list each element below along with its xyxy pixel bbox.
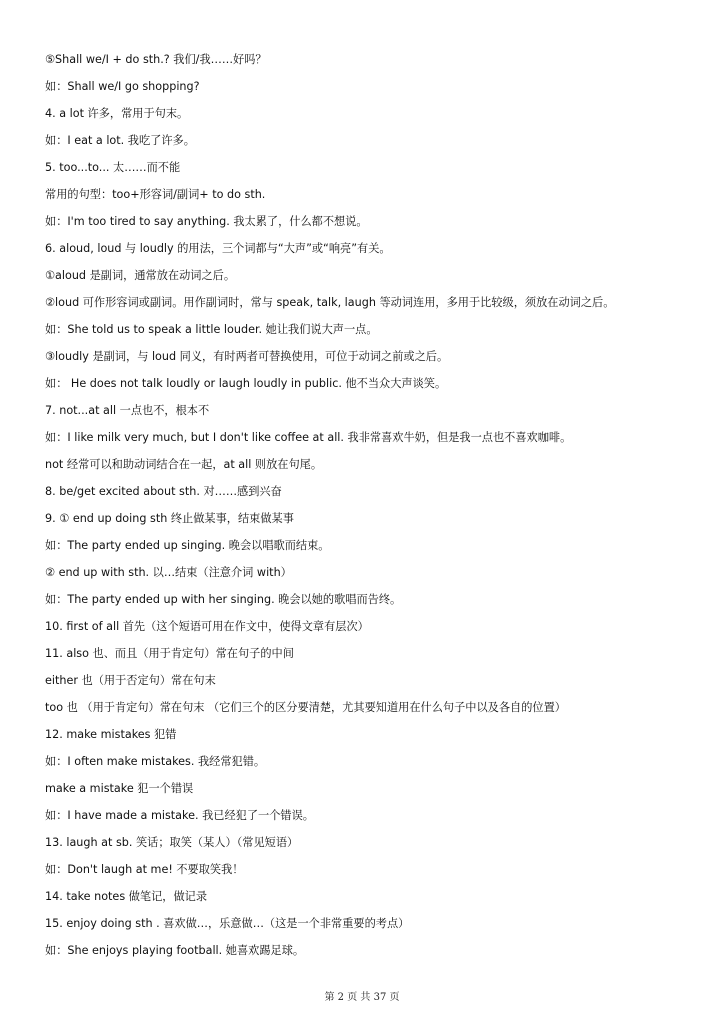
text-line: 如：She enjoys playing football. 她喜欢踢足球。	[45, 944, 305, 957]
text-line: 如：She told us to speak a little louder. 她让我们说大声一点。	[45, 323, 378, 336]
text-line: 5. too...to... 太……而不能	[45, 161, 181, 174]
text-line: 常用的句型：too+形容词/副词+ to do sth.	[45, 188, 266, 201]
text-line: 如：I often make mistakes. 我经常犯错。	[45, 755, 266, 768]
text-line: 如：The party ended up with her singing. 晚会以她的歌唱而告终。	[45, 593, 402, 606]
text-line: 如： He does not talk loudly or laugh loudly in public. 他不当众大声谈笑。	[45, 377, 447, 390]
text-line: 14. take notes 做笔记，做记录	[45, 890, 208, 903]
text-line: 如：The party ended up singing. 晚会以唱歌而结束。	[45, 539, 330, 552]
text-line: 6. aloud, loud 与 loudly 的用法，三个词都与“大声”或“响亮”有关。	[45, 242, 391, 255]
text-line: ①aloud 是副词，通常放在动词之后。	[45, 269, 236, 282]
text-line: ③loudly 是副词，与 loud 同义，有时两者可替换使用，可位于动词之前或之后。	[45, 350, 449, 363]
text-line: 如：I like milk very much, but I don't like coffee at all. 我非常喜欢牛奶，但是我一点也不喜欢咖啡。	[45, 431, 572, 444]
text-line: 7. not...at all 一点也不，根本不	[45, 404, 210, 417]
text-line: 10. first of all 首先（这个短语可用在作文中，使得文章有层次）	[45, 620, 369, 633]
text-line: 如：Don't laugh at me! 不要取笑我！	[45, 863, 244, 876]
text-line: make a mistake 犯一个错误	[45, 782, 194, 795]
text-line: 如：I'm too tired to say anything. 我太累了，什么都不想说。	[45, 215, 368, 228]
text-line: 13. laugh at sb. 笑话；取笑（某人）（常见短语）	[45, 836, 299, 849]
text-line: ② end up with sth. 以…结束（注意介词 with）	[45, 566, 292, 579]
text-line: 12. make mistakes 犯错	[45, 728, 177, 741]
text-line: 如：Shall we/I go shopping?	[45, 80, 200, 93]
text-line: 11. also 也、而且（用于肯定句）常在句子的中间	[45, 647, 294, 660]
text-line: 如：I have made a mistake. 我已经犯了一个错误。	[45, 809, 314, 822]
text-line: not 经常可以和助动词结合在一起，at all 则放在句尾。	[45, 458, 323, 471]
text-line: too 也 （用于肯定句）常在句末 （它们三个的区分要清楚，尤其要知道用在什么句子中以及各自的位置）	[45, 701, 566, 714]
text-line: 如：I eat a lot. 我吃了许多。	[45, 134, 195, 147]
text-line: 4. a lot 许多，常用于句末。	[45, 107, 189, 120]
text-line: 8. be/get excited about sth. 对……感到兴奋	[45, 485, 282, 498]
text-line: ⑤Shall we/I + do sth.? 我们/我……好吗？	[45, 53, 267, 66]
text-line: 15. enjoy doing sth . 喜欢做…，乐意做…（这是一个非常重要的考点）	[45, 917, 410, 930]
text-line: ②loud 可作形容词或副词。用作副词时，常与 speak, talk, laugh 等动词连用，多用于比较级，须放在动词之后。	[45, 296, 615, 309]
text-line: either 也（用于否定句）常在句末	[45, 674, 216, 687]
page-body	[45, 48, 705, 966]
text-line: 9. ① end up doing sth 终止做某事，结束做某事	[45, 512, 294, 525]
page-footer: 第 2 页 共 37 页	[324, 992, 400, 1003]
